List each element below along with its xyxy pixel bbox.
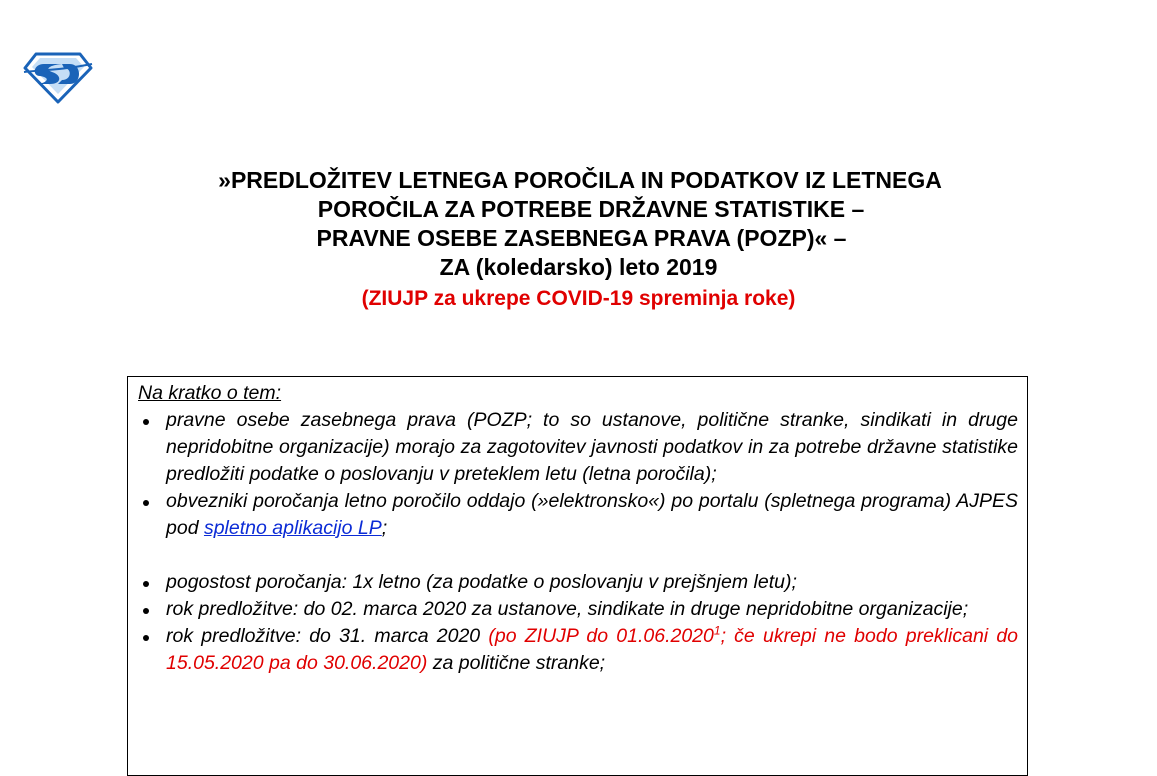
summary-list (138, 407, 1018, 677)
title-subtitle: (ZIUJP za ukrepe COVID-19 spreminja roke) (361, 287, 796, 310)
list-item-text: za politične stranke; (427, 652, 606, 674)
list-item (138, 596, 1018, 623)
deadline-note-red-cont: ; če ukrepi ne bodo preklicani do 15.05.2020 pa do 30.06.2020) (166, 625, 1019, 674)
title-line-2: POROČILA ZA POTREBE DRŽAVNE STATISTIKE – (317, 196, 865, 222)
list-item (138, 407, 1018, 488)
list-item-text: pogostost poročanja: 1x letno (za podatke o poslovanju v prejšnjem letu); (166, 571, 797, 593)
list-item (138, 623, 1018, 677)
list-item-text: obvezniki poročanja letno poročilo oddajo (»elektronsko«) po portalu (spletnega programa) AJPES pod (166, 490, 1018, 539)
lp-app-link[interactable]: spletno aplikacijo LP (203, 517, 382, 539)
list-item-text: rok predložitve: do 31. marca 2020 (166, 625, 489, 647)
title-line-1: »PREDLOŽITEV LETNEGA POROČILA IN PODATKOV IZ LETNEGA (218, 167, 942, 193)
list-item-text: rok predložitve: do 02. marca 2020 za ustanove, sindikate in druge nepridobitne organizacije; (166, 598, 969, 620)
summary-box (127, 376, 1028, 776)
list-item-text: pravne osebe zasebnega prava (POZP; to so ustanove, politične stranke, sindikati in druge nepridobitne organizacije) morajo za zagotovitev javnosti podatkov in za potrebe državne statistike predložiti podatke o poslovanju v preteklem letu (letna poročila); (166, 409, 1018, 485)
list-item-text: ; (381, 517, 388, 539)
ajpes-logo (22, 50, 94, 104)
title-line-4: ZA (koledarsko) leto 2019 (439, 254, 718, 280)
list-item (138, 488, 1018, 542)
summary-heading: Na kratko o tem: (138, 382, 282, 404)
document-title (0, 166, 1157, 314)
title-line-3: PRAVNE OSEBE ZASEBNEGA PRAVA (POZP)« – (316, 225, 847, 251)
footnote-marker: 1 (713, 623, 721, 638)
ajpes-shield-logo-icon (22, 50, 94, 104)
list-item (138, 569, 1018, 596)
deadline-note-red: (po ZIUJP do 01.06.2020 (488, 625, 714, 647)
